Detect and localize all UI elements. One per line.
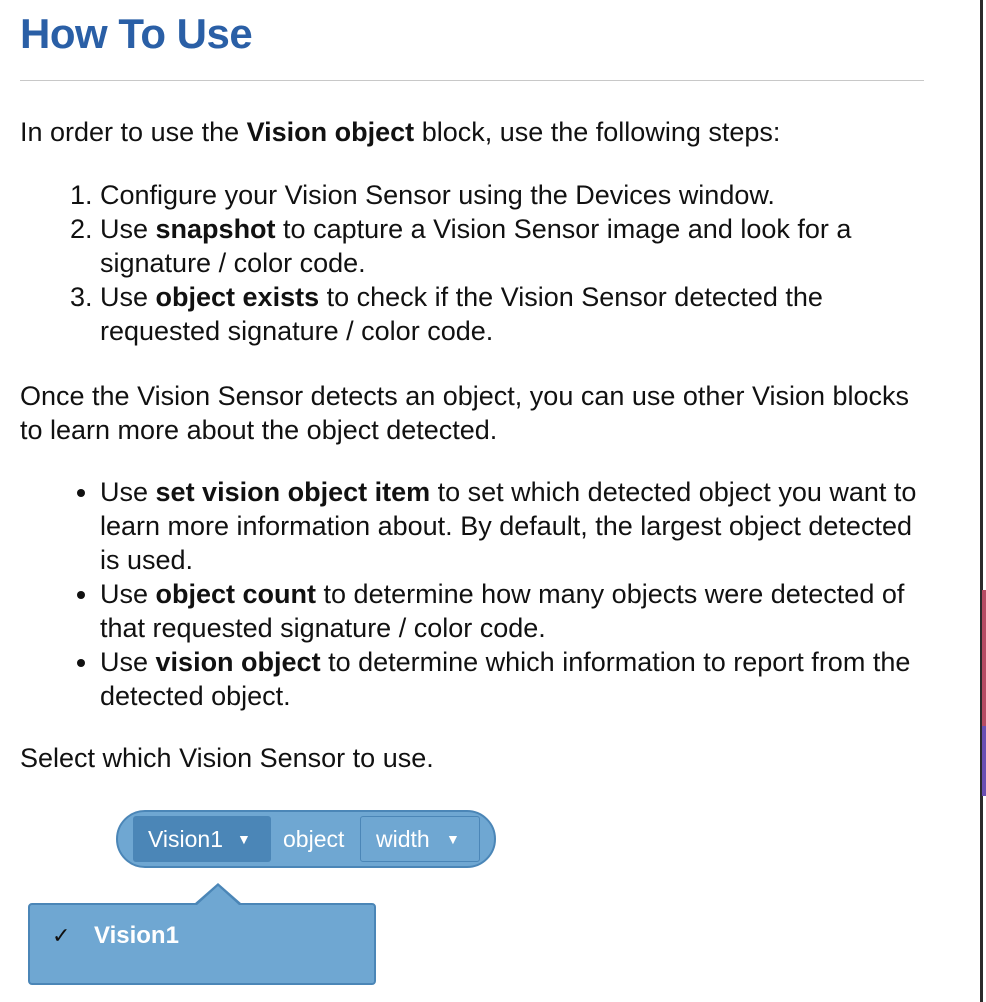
bullets-list (20, 475, 924, 713)
sensor-dropdown-menu (28, 903, 376, 985)
detect-paragraph: Once the Vision Sensor detects an object, you can use other Vision blocks to learn more about the object detected. (20, 381, 910, 445)
title-divider (20, 80, 924, 81)
select-paragraph: Select which Vision Sensor to use. (20, 743, 434, 773)
page-title: How To Use (20, 10, 253, 57)
sensor-dropdown-value: Vision1 (148, 826, 224, 852)
property-dropdown-value: width (376, 826, 430, 852)
menu-pointer-fill (197, 886, 239, 905)
sensor-dropdown[interactable] (133, 816, 271, 862)
check-icon: ✓ (52, 923, 71, 948)
bullet-item: • Use object count to determine how many objects were detected of that requested signature / color code. (100, 577, 924, 645)
steps-list (20, 178, 924, 348)
chevron-down-icon: ▼ (237, 831, 251, 847)
intro-paragraph: In order to use the Vision object block, use the following steps: (20, 117, 781, 147)
menu-item-vision1[interactable]: Vision1 (94, 922, 179, 949)
scroll-marker (982, 590, 986, 726)
block-label: object (283, 826, 345, 852)
step-item: 1. Configure your Vision Sensor using the Devices window. (100, 178, 924, 212)
property-dropdown[interactable] (360, 816, 480, 862)
scroll-marker (982, 726, 986, 796)
chevron-down-icon: ▼ (446, 831, 460, 847)
bullet-item: • Use vision object to determine which information to report from the detected object. (100, 645, 924, 713)
scroll-rail (980, 0, 983, 1002)
intro-bold-term: Vision object (246, 117, 415, 147)
step-item: 2. Use snapshot to capture a Vision Sensor image and look for a signature / color code. (100, 212, 924, 280)
step-item: 3. Use object exists to check if the Vision Sensor detected the requested signature / color code. (100, 280, 924, 348)
bullet-item: • Use set vision object item to set which detected object you want to learn more information about. By default, the largest object detected is used. (100, 475, 924, 577)
